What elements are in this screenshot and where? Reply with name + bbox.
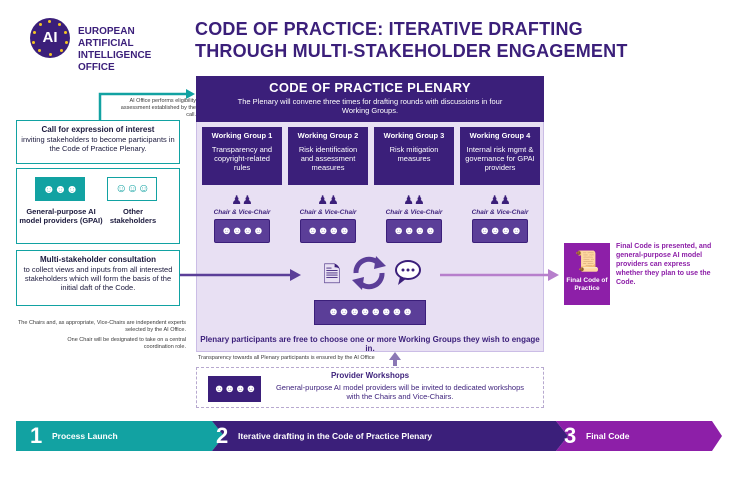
people-group-icon: ☺☺☺ xyxy=(107,177,157,201)
refresh-cycle-icon xyxy=(348,252,390,294)
plenary-footer: Plenary participants are free to choose one or more Working Groups they wish to engage in. xyxy=(200,335,540,353)
stakeholders-box xyxy=(16,168,180,244)
person-icon: ♟♟ xyxy=(489,193,511,207)
arrow-up-icon xyxy=(389,352,401,366)
person-icon: ♟♟ xyxy=(403,193,425,207)
people-group-icon: ☻☻☻☻ xyxy=(214,219,270,243)
chair-label: Chair & Vice-Chair xyxy=(299,209,357,216)
working-group-3: Working Group 3 Risk mitigation measures xyxy=(374,127,454,185)
plenary-header: CODE OF PRACTICE PLENARY The Plenary will convene three times for drafting rounds with discussions in four Working Groups. xyxy=(196,76,544,122)
people-group-icon: ☻☻☻☻☻☻☻☻ xyxy=(314,300,426,325)
arrow-right-icon xyxy=(440,268,560,282)
people-group-icon: ☻☻☻ xyxy=(35,177,85,201)
working-group-1: Working Group 1 Transparency and copyright-related rules xyxy=(202,127,282,185)
other-stakeholders-label: Other stakeholders xyxy=(109,207,157,225)
consultation-box: Multi-stakeholder consultation to collect views and inputs from all interested stakeholders which will form the basis of the initial daft of the Code. xyxy=(16,250,180,306)
org-name: EUROPEAN ARTIFICIAL INTELLIGENCE OFFICE xyxy=(78,26,152,73)
certificate-icon: 📜 xyxy=(574,251,600,273)
document-edit-icon: 🗎 xyxy=(323,262,341,287)
chair-label: Chair & Vice-Chair xyxy=(471,209,529,216)
page-title: CODE OF PRACTICE: ITERATIVE DRAFTING THROUGH MULTI-STAKEHOLDER ENGAGEMENT xyxy=(195,19,628,61)
transparency-note: Transparency towards all Plenary participants is ensured by the AI Office xyxy=(198,355,375,361)
workshops-text: General-purpose AI model providers will be invited to dedicated workshops with the Chairs and Vice-Chairs. xyxy=(275,383,525,401)
arrow-right-icon xyxy=(180,268,302,282)
chair-label: Chair & Vice-Chair xyxy=(385,209,443,216)
eligibility-arrow xyxy=(96,88,196,122)
working-group-2: Working Group 2 Risk identification and assessment measures xyxy=(288,127,368,185)
chairs-note: The Chairs and, as appropriate, Vice-Chairs are independent experts selected by the AI Office. xyxy=(17,320,186,333)
final-code-box: 📜 Final Code of Practice xyxy=(564,243,610,305)
final-code-text: Final Code is presented, and general-purpose AI model providers can express whether they plan to use the Code. xyxy=(616,243,712,286)
call-for-interest-box: Call for expression of interest inviting stakeholders to become participants in the Code of Practice Plenary. xyxy=(16,120,180,164)
people-group-icon: ☻☻☻☻ xyxy=(386,219,442,243)
ai-office-logo: AI xyxy=(30,18,70,58)
workshops-title: Provider Workshops xyxy=(330,371,410,380)
coordination-note: One Chair will be designated to take on a central coordination role. xyxy=(67,337,186,350)
chair-label: Chair & Vice-Chair xyxy=(213,209,271,216)
phase-1: 1 Process Launch xyxy=(30,423,118,448)
people-group-icon: ☻☻☻☻ xyxy=(472,219,528,243)
speech-bubble-icon xyxy=(394,258,426,288)
phase-3: 3 Final Code xyxy=(564,423,630,448)
people-group-icon: ☻☻☻☻ xyxy=(300,219,356,243)
people-group-icon: ☻☻☻☻ xyxy=(208,376,261,402)
phase-2: 2 Iterative drafting in the Code of Practice Plenary xyxy=(216,423,433,448)
gpai-label: General-purpose AI model providers (GPAI) xyxy=(19,207,103,225)
eligibility-note: AI Office performs eligibility assessment established by the call. xyxy=(120,98,196,118)
person-icon: ♟♟ xyxy=(317,193,339,207)
working-group-4: Working Group 4 Internal risk mgmt & governance for GPAI providers xyxy=(460,127,540,185)
person-icon: ♟♟ xyxy=(231,193,253,207)
